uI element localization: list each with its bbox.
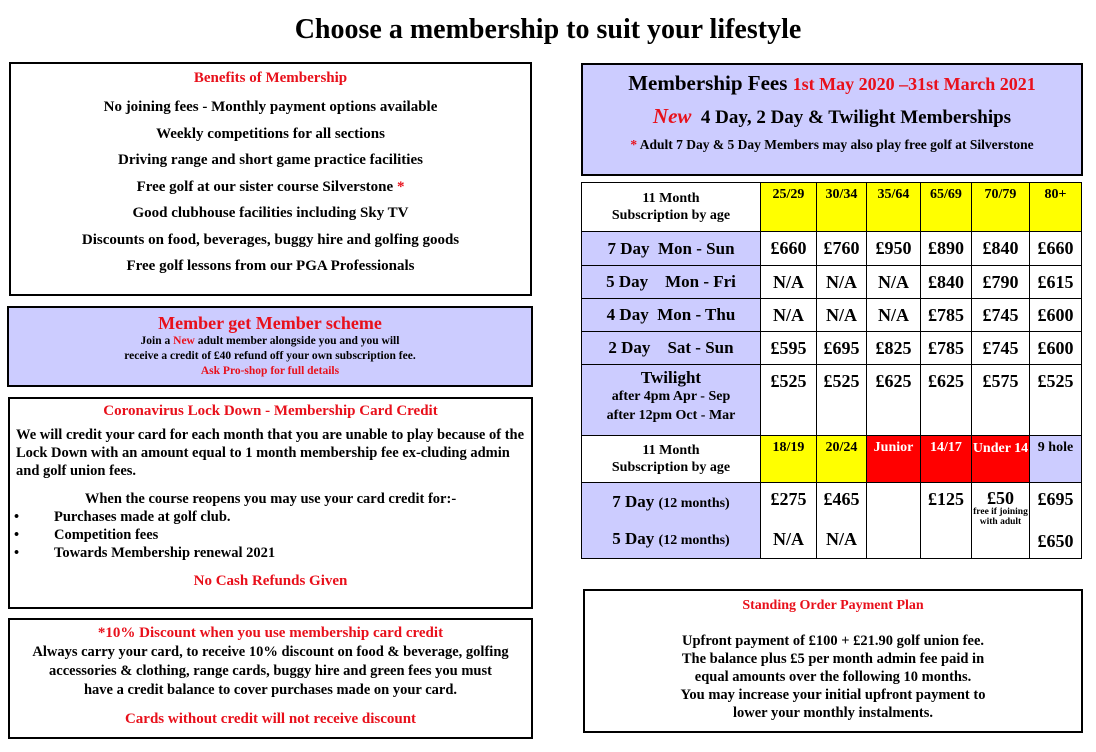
new-word: New xyxy=(652,104,692,128)
fee-cell: £465 xyxy=(817,483,867,521)
row-label-b: Mon - Thu xyxy=(657,305,736,324)
covid-footer: No Cash Refunds Given xyxy=(193,573,348,589)
discount-footer: Cards without credit will not receive discount xyxy=(124,711,417,727)
fee-cell: £695 xyxy=(817,332,867,365)
fee-cell: £125 xyxy=(921,483,972,559)
mgm-text: Join a xyxy=(140,335,174,347)
fees-note-text: Adult 7 Day & 5 Day Members may also play free golf at Silverstone xyxy=(639,137,1034,152)
discount-line: have a credit balance to cover purchases made on your card. xyxy=(83,682,458,698)
standing-order-line: lower your monthly instalments. xyxy=(732,705,934,721)
age-header: 18/19 xyxy=(761,436,817,483)
row-label-a: 7 Day xyxy=(612,491,655,511)
fee-cell: £760 xyxy=(817,232,867,266)
fee-cell: £600 xyxy=(1030,299,1082,332)
age-header: 35/64 xyxy=(867,183,921,232)
subscription-label xyxy=(582,436,761,483)
fee-cell: £525 xyxy=(761,365,817,436)
fees-title-text: Membership Fees xyxy=(628,71,788,95)
benefit-item: No joining fees - Monthly payment options available xyxy=(103,99,438,115)
fee-cell: £575 xyxy=(972,365,1030,436)
benefits-box xyxy=(9,62,532,296)
asterisk-mark: * xyxy=(630,137,638,152)
fee-cell: £525 xyxy=(817,365,867,436)
discount-box xyxy=(8,618,533,739)
benefit-item: Driving range and short game practice facilities xyxy=(118,152,423,168)
benefit-item: Weekly competitions for all sections xyxy=(156,125,385,142)
bullet-icon: • xyxy=(14,527,20,543)
fees-dates: 1st May 2020 –31st March 2021 xyxy=(792,74,1036,94)
mgm-line-1 xyxy=(9,334,531,349)
discount-line: accessories & clothing, range cards, buggy hire and green fees you must xyxy=(49,663,492,679)
age-header: 14/17 xyxy=(921,436,972,483)
mgm-line-3: Ask Pro-shop for full details xyxy=(200,365,340,377)
benefit-item xyxy=(11,179,530,206)
fee-cell: £790 xyxy=(972,266,1030,299)
fee-cell: £840 xyxy=(921,266,972,299)
table-row xyxy=(582,299,1082,332)
table-row xyxy=(582,483,1082,521)
row-label-b: Mon - Sun xyxy=(658,238,735,258)
fee-cell: £890 xyxy=(921,232,972,266)
fee-cell: £785 xyxy=(921,332,972,365)
coronavirus-box xyxy=(8,397,533,609)
fee-cell-with-note xyxy=(972,483,1030,559)
list-item-text: Purchases made at golf club. xyxy=(54,509,231,525)
age-header: 80+ xyxy=(1030,183,1082,232)
row-label-b: (12 months) xyxy=(658,533,730,549)
fee-cell: £625 xyxy=(921,365,972,436)
age-header: 9 hole xyxy=(1030,436,1082,483)
age-header: Junior xyxy=(867,436,921,483)
age-header: Under 14 xyxy=(972,436,1030,483)
fee-value: £50 xyxy=(987,488,1014,508)
row-label xyxy=(582,299,761,332)
fee-cell: £660 xyxy=(761,232,817,266)
fee-cell: £600 xyxy=(1030,332,1082,365)
bullet-icon: • xyxy=(14,509,20,525)
mgm-line-2: receive a credit of £40 refund off your own subscription fee. xyxy=(124,350,416,362)
row-label-a: 2 Day xyxy=(608,338,651,357)
row-label xyxy=(582,232,761,266)
benefits-heading: Benefits of Membership xyxy=(193,70,348,86)
standing-order-line: The balance plus £5 per month admin fee paid in xyxy=(681,651,985,667)
fee-cell: £745 xyxy=(972,332,1030,365)
twilight-title: Twilight xyxy=(640,368,702,387)
age-header: 25/29 xyxy=(761,183,817,232)
fee-cell: N/A xyxy=(761,266,817,299)
fee-cell xyxy=(867,483,921,559)
fee-cell: £275 xyxy=(761,483,817,521)
fee-cell: N/A xyxy=(867,299,921,332)
sub-label-line: 11 Month xyxy=(642,191,700,206)
fee-cell: £525 xyxy=(1030,365,1082,436)
age-header: 65/69 xyxy=(921,183,972,232)
twilight-line: after 12pm Oct - Mar xyxy=(606,408,736,423)
fees-title xyxy=(583,71,1081,96)
standing-order-box xyxy=(583,589,1083,733)
mgm-heading: Member get Member scheme xyxy=(158,313,382,333)
table-row xyxy=(582,183,1082,232)
list-item xyxy=(16,508,525,526)
fee-cell: N/A xyxy=(761,521,817,559)
standing-order-line: equal amounts over the following 10 months. xyxy=(694,669,972,685)
fee-cell: £625 xyxy=(867,365,921,436)
table-row xyxy=(582,266,1082,299)
row-label xyxy=(582,266,761,299)
fees-table xyxy=(581,182,1082,559)
mgm-text: adult member alongside you and you will xyxy=(194,335,400,347)
list-item xyxy=(16,526,525,544)
row-label-b: Mon - Fri xyxy=(665,272,736,291)
age-header: 30/34 xyxy=(817,183,867,232)
fees-subtitle xyxy=(583,104,1081,129)
fee-cell: £595 xyxy=(761,332,817,365)
twilight-label xyxy=(582,365,761,436)
mgm-new-word: New xyxy=(173,335,195,347)
twilight-line: after 4pm Apr - Sep xyxy=(611,389,731,404)
fee-cell: N/A xyxy=(867,266,921,299)
fee-cell: £825 xyxy=(867,332,921,365)
fee-cell: N/A xyxy=(817,266,867,299)
covid-list xyxy=(16,508,525,562)
fee-cell: £840 xyxy=(972,232,1030,266)
fee-cell: N/A xyxy=(817,299,867,332)
standing-order-heading: Standing Order Payment Plan xyxy=(742,598,924,613)
row-label-a: 5 Day xyxy=(612,529,655,549)
benefit-item-text: Free golf at our sister course Silverstone xyxy=(136,178,394,195)
age-header: 20/24 xyxy=(817,436,867,483)
table-row xyxy=(582,365,1082,436)
standing-order-line: You may increase your initial upfront payment to xyxy=(680,687,986,703)
age-header: 70/79 xyxy=(972,183,1030,232)
fee-cell: £745 xyxy=(972,299,1030,332)
covid-heading: Coronavirus Lock Down - Membership Card Credit xyxy=(103,403,438,419)
asterisk-mark: * xyxy=(396,178,405,195)
covid-subheading: When the course reopens you may use your card credit for:- xyxy=(84,491,457,507)
member-get-member-box xyxy=(7,306,533,387)
discount-line: Always carry your card, to receive 10% discount on food & beverage, golfing xyxy=(32,644,509,660)
fee-cell: £615 xyxy=(1030,266,1082,299)
page-title: Choose a membership to suit your lifestyle xyxy=(294,14,802,45)
row-label xyxy=(582,332,761,365)
bullet-icon: • xyxy=(14,545,20,561)
row-label-b: (12 months) xyxy=(658,495,730,511)
row-label xyxy=(582,483,761,521)
fees-subtitle-text: 4 Day, 2 Day & Twilight Memberships xyxy=(700,107,1012,128)
sub-label-line: Subscription by age xyxy=(611,208,731,223)
fee-cell: £785 xyxy=(921,299,972,332)
standing-order-line: Upfront payment of £100 + £21.90 golf union fee. xyxy=(681,633,985,649)
list-item xyxy=(16,544,525,562)
list-item-text: Competition fees xyxy=(54,527,159,543)
covid-paragraph: We will credit your card for each month that you are unable to play because of the Lock Down with an amount equal to 1 month membership fee ex-cluding admin and golf union fees. xyxy=(16,427,525,479)
row-label xyxy=(582,521,761,559)
subscription-label xyxy=(582,183,761,232)
row-label-a: 5 Day xyxy=(606,272,649,291)
fees-header-box xyxy=(581,63,1083,176)
fee-cell: £650 xyxy=(1030,521,1082,559)
sub-label-line: Subscription by age xyxy=(611,460,731,475)
fee-cell: £695 xyxy=(1030,483,1082,521)
row-label-b: Sat - Sun xyxy=(667,338,734,357)
list-item-text: Towards Membership renewal 2021 xyxy=(54,545,276,561)
fee-cell: N/A xyxy=(761,299,817,332)
discount-heading: *10% Discount when you use membership card credit xyxy=(97,625,444,641)
table-row xyxy=(582,332,1082,365)
table-row xyxy=(582,232,1082,266)
benefit-item: Good clubhouse facilities including Sky TV xyxy=(132,205,409,221)
sub-label-line: 11 Month xyxy=(642,443,700,458)
fee-cell: £950 xyxy=(867,232,921,266)
row-label-a: 7 Day xyxy=(607,238,650,258)
benefit-item: Free golf lessons from our PGA Professionals xyxy=(126,258,415,274)
row-label-a: 4 Day xyxy=(606,305,649,324)
table-row xyxy=(582,436,1082,483)
free-note: free if joining with adult xyxy=(973,507,1028,527)
fees-note xyxy=(583,137,1081,153)
fee-cell: £660 xyxy=(1030,232,1082,266)
benefit-item: Discounts on food, beverages, buggy hire and golfing goods xyxy=(81,231,460,248)
fee-cell: N/A xyxy=(817,521,867,559)
